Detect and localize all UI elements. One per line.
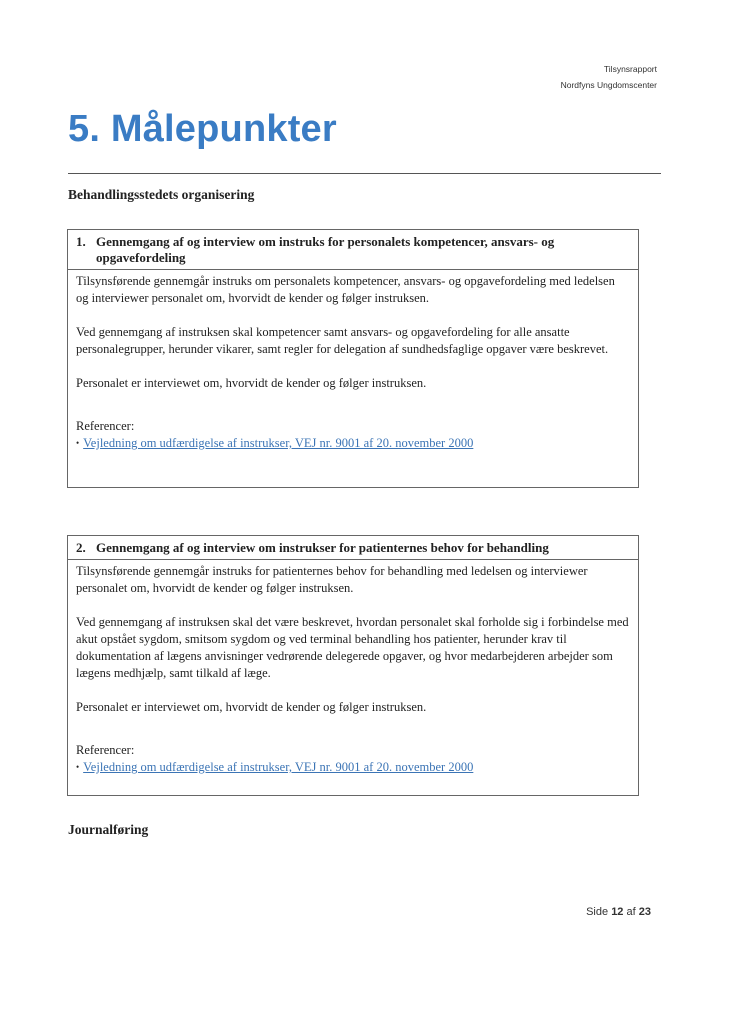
reference-link[interactable]: Vejledning om udfærdigelse af instrukser, VEJ nr. 9001 af 20. november 2000 [83,436,474,450]
measure-point-body [68,560,638,779]
paragraph: Tilsynsførende gennemgår instruks for patienternes behov for behandling med ledelsen og interviewer personalet om, hvorvidt de kender og følger instruksen. [76,564,588,595]
paragraph: Personalet er interviewet om, hvorvidt de kender og følger instruksen. [76,376,427,390]
bullet-icon: • [76,762,80,772]
references-label: Referencer: [76,419,135,433]
page-title: 5. Målepunkter [68,108,337,150]
references-label: Referencer: [76,743,135,757]
measure-point-box-2 [67,535,639,796]
measure-point-heading [68,230,638,270]
current-page: 12 [611,906,624,918]
section-heading-journalforing: Journalføring [68,822,149,837]
measure-point-title: Gennemgang af og interview om instruks for personalets kompetencer, ansvars- og opgavefordeling [96,234,555,265]
measure-point-heading [68,536,638,560]
reference-item [76,435,630,452]
paragraph: Personalet er interviewet om, hvorvidt de kender og følger instruksen. [76,700,427,714]
paragraph: Tilsynsførende gennemgår instruks om personalets kompetencer, ansvars- og opgavefordeling med ledelsen og interviewer personalet om, hvorvidt de kender og følger instruksen. [76,274,615,305]
header-institution: Nordfyns Ungdomscenter [560,80,657,90]
title-divider [68,173,661,174]
paragraph: Ved gennemgang af instruksen skal det være beskrevet, hvordan personalet skal forholde sig i forbindelse med akut opstået sygdom, smitsom sygdom og ved terminal behandling hos patienter, herunder krav til dokumentation af lægens anvisninger vedrørende delegerede opgaver, og hvor medarbejderen arbejder som lægens medhjælp, samt tilkald af læge. [76,615,629,680]
total-pages: 23 [638,906,651,918]
measure-point-title: Gennemgang af og interview om instrukser for patienternes behov for behandling [96,540,549,555]
header-report-type: Tilsynsrapport [603,64,657,74]
measure-point-number: 2. [76,540,86,555]
page-of: af [626,906,636,918]
measure-point-body [68,270,638,455]
measure-point-box-1 [67,229,639,488]
page-prefix: Side [586,906,609,918]
page-number [586,906,651,918]
bullet-icon: • [76,438,80,448]
paragraph: Ved gennemgang af instruksen skal kompetencer samt ansvars- og opgavefordeling for alle ansatte personalegrupper, herunder vikarer, samt regler for delegation af sundhedsfaglige opgaver være beskrevet. [76,325,609,356]
section-heading-organisering: Behandlingsstedets organisering [68,187,255,202]
measure-point-number: 1. [76,234,86,249]
reference-link[interactable]: Vejledning om udfærdigelse af instrukser, VEJ nr. 9001 af 20. november 2000 [83,760,474,774]
reference-item [76,759,630,776]
